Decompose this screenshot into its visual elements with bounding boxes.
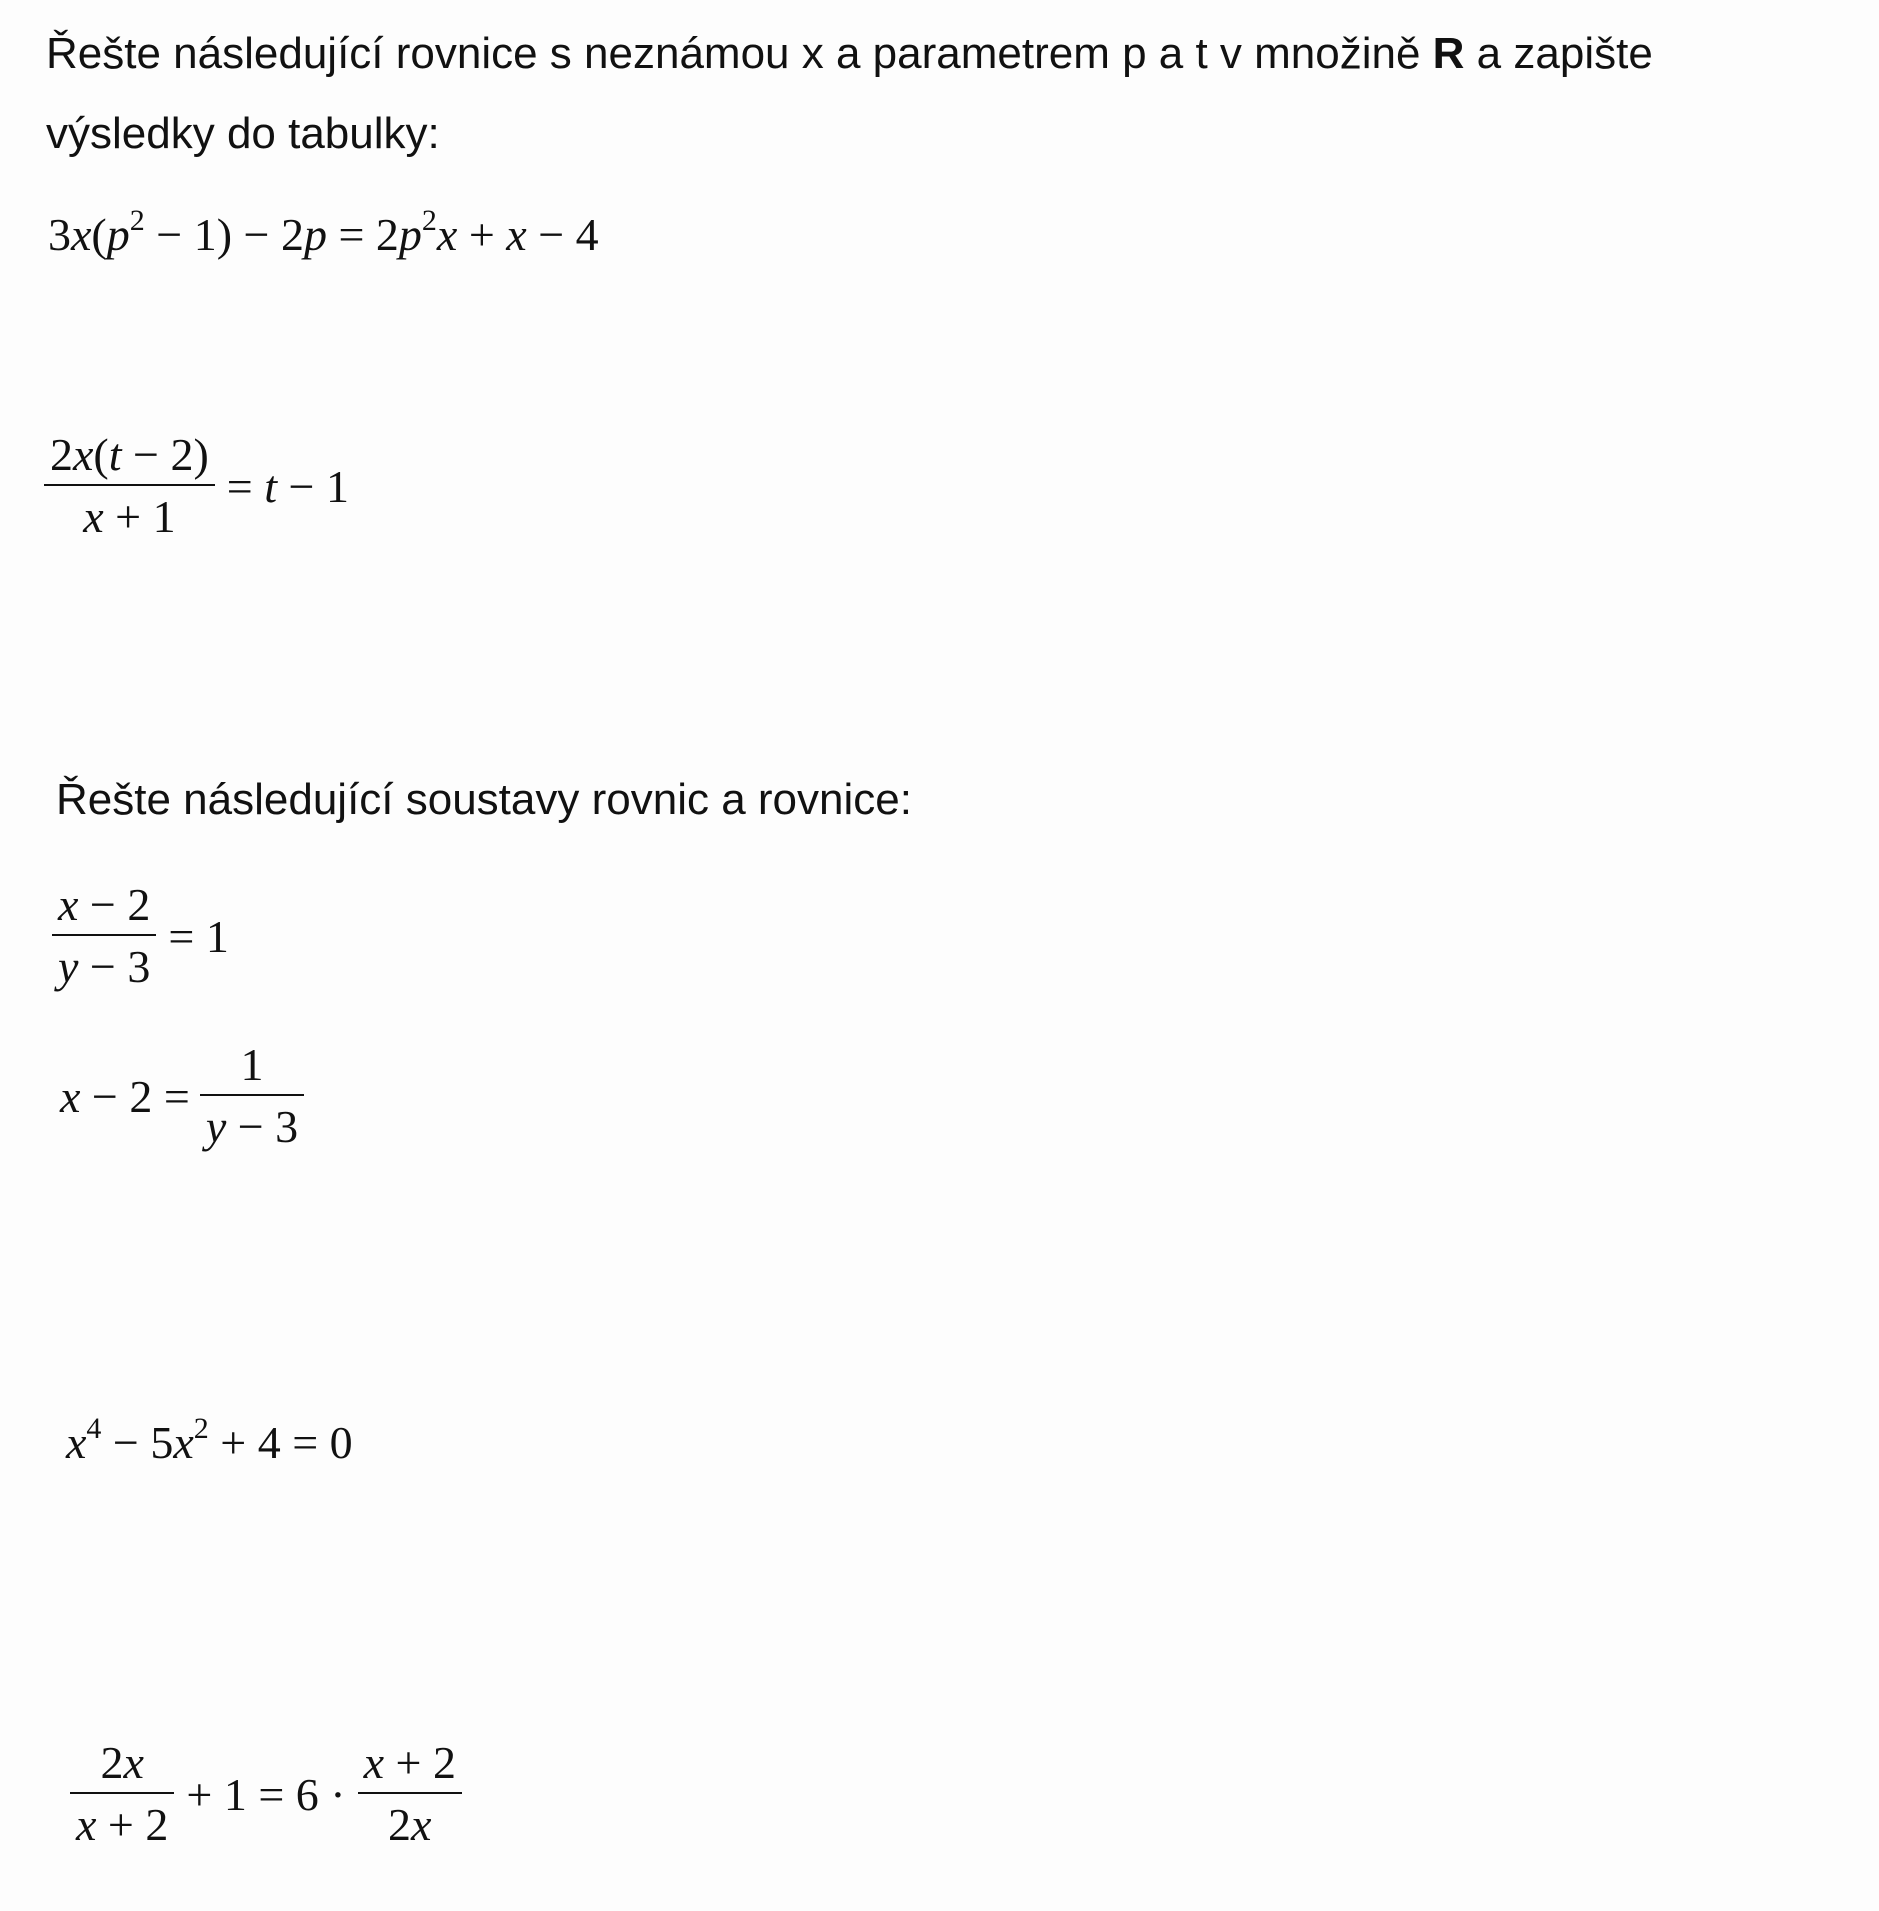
instruction-1-part-a: Řešte následující rovnice s neznámou x a parametrem p a t v množině [46,29,1433,78]
equation-4: x − 2 = $\frac{1}{y - 3}$ [60,1042,304,1150]
equation-6: $\frac{2x}{x + 2}$ + 1 = 6 · $\frac{x + 2}{2x}$ [70,1740,462,1848]
real-numbers-symbol: R [1432,29,1465,78]
instruction-1-part-b: a zapište výsledky do tabulky: [46,29,1653,158]
instruction-text-2: Řešte následující soustavy rovnic a rovnice: [56,775,912,824]
instruction-text-1 [46,14,1826,174]
equation-3-fraction: $\frac{x - 2}{y - 3}$ [52,882,156,990]
equation-6-fraction-right: $\frac{x + 2}{2x}$ [358,1740,462,1848]
equation-1: $3x(p^2 - 1) - 2p = 2p^2x + x - 4$ [48,204,599,260]
equation-3: $\frac{x - 2}{y - 3}$ = 1 [52,882,241,990]
equation-2-fraction: $\frac{2x(t - 2)}{x + 1}$ [44,432,215,540]
equation-6-fraction-left: $\frac{2x}{x + 2}$ [70,1740,174,1848]
equation-2: $\frac{2x(t - 2)}{x + 1}$ = t − 1 [44,432,361,540]
equation-4-fraction: $\frac{1}{y - 3}$ [200,1042,304,1150]
equation-5: $x^4 - 5x^2 + 4 = 0$ [66,1412,353,1468]
